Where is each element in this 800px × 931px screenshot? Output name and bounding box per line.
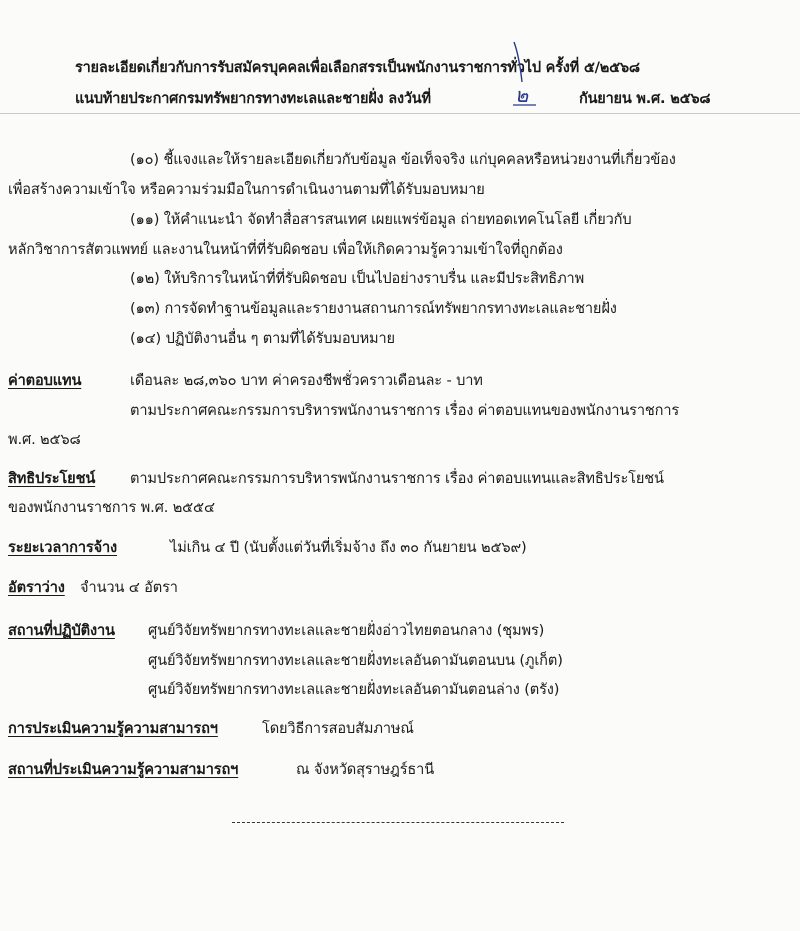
compensation-line3: พ.ศ. ๒๕๖๘: [8, 431, 81, 448]
duty-item-11-line1: (๑๑) ให้คำแนะนำ จัดทำสื่อสารสนเทศ เผยแพร่ข้อมูล ถ่ายทอดเทคโนโลยี เกี่ยวกับ: [130, 211, 632, 228]
employment-period-text: ไม่เกิน ๔ ปี (นับตั้งแต่วันที่เริ่มจ้าง ถึง ๓๐ กันยายน ๒๕๖๙): [170, 539, 527, 556]
employment-period-label: ระยะเวลาการจ้าง: [8, 539, 118, 556]
vacancies-label: อัตราว่าง: [8, 579, 65, 596]
assessment-place-label: สถานที่ประเมินความรู้ความสามารถฯ: [8, 761, 239, 778]
benefits-line1: ตามประกาศคณะกรรมการบริหารพนักงานราชการ เรื่อง ค่าตอบแทนและสิทธิประโยชน์: [130, 470, 664, 487]
workplace-label: สถานที่ปฏิบัติงาน: [8, 622, 115, 639]
assessment-text: โดยวิธีการสอบสัมภาษณ์: [262, 720, 414, 737]
workplace-location-3: ศูนย์วิจัยทรัพยากรทางทะเลและชายฝั่งทะเลอันดามันตอนล่าง (ตรัง): [148, 681, 560, 698]
compensation-line1: เดือนละ ๒๘,๓๖๐ บาท ค่าครองชีพชั่วคราวเดือนละ - บาท: [130, 372, 483, 389]
benefits-label: สิทธิประโยชน์: [8, 470, 96, 487]
duty-item-12: (๑๒) ให้บริการในหน้าที่ที่รับผิดชอบ เป็นไปอย่างราบรื่น และมีประสิทธิภาพ: [130, 270, 585, 287]
header-subtitle-prefix: แนบท้ายประกาศกรมทรัพยากรทางทะเลและชายฝั่ง ลงวันที่: [75, 91, 431, 107]
header-title: รายละเอียดเกี่ยวกับการรับสมัครบุคคลเพื่อเลือกสรรเป็นพนักงานราชการทั่วไป ครั้งที่ ๕/๒๕๖๘: [75, 60, 640, 76]
handwritten-stroke: [508, 40, 530, 84]
duty-item-10-line2: เพื่อสร้างความเข้าใจ หรือความร่วมมือในการดำเนินงานตามที่ได้รับมอบหมาย: [8, 181, 485, 198]
vacancies-text: จำนวน ๔ อัตรา: [80, 579, 178, 596]
duty-item-13: (๑๓) การจัดทำฐานข้อมูลและรายงานสถานการณ์ทรัพยากรทางทะเลและชายฝั่ง: [130, 300, 617, 317]
workplace-location-2: ศูนย์วิจัยทรัพยากรทางทะเลและชายฝั่งทะเลอันดามันตอนบน (ภูเก็ต): [148, 652, 563, 669]
header-divider: [0, 113, 800, 114]
duty-item-11-line2: หลักวิชาการสัตวแพทย์ และงานในหน้าที่ที่รับผิดชอบ เพื่อให้เกิดความรู้ความเข้าใจที่ถูกต้อง: [8, 241, 563, 258]
compensation-line2: ตามประกาศคณะกรรมการบริหารพนักงานราชการ เรื่อง ค่าตอบแทนของพนักงานราชการ: [130, 402, 680, 419]
assessment-label: การประเมินความรู้ความสามารถฯ: [8, 720, 218, 737]
benefits-line2: ของพนักงานราชการ พ.ศ. ๒๕๕๔: [8, 499, 215, 516]
end-divider: [232, 822, 564, 823]
handwritten-day-mark: [512, 81, 538, 107]
svg-text:๒: ๒: [515, 83, 529, 107]
header-subtitle-date: กันยายน พ.ศ. ๒๕๖๘: [579, 91, 711, 107]
assessment-place-text: ณ จังหวัดสุราษฎร์ธานี: [296, 761, 435, 778]
compensation-label: ค่าตอบแทน: [8, 372, 82, 389]
workplace-location-1: ศูนย์วิจัยทรัพยากรทางทะเลและชายฝั่งอ่าวไทยตอนกลาง (ชุมพร): [148, 622, 545, 639]
duty-item-10-line1: (๑๐) ชี้แจงและให้รายละเอียดเกี่ยวกับข้อมูล ข้อเท็จจริง แก่บุคคลหรือหน่วยงานที่เกี่ยวข้อง: [130, 151, 676, 168]
duty-item-14: (๑๔) ปฏิบัติงานอื่น ๆ ตามที่ได้รับมอบหมาย: [130, 330, 395, 347]
